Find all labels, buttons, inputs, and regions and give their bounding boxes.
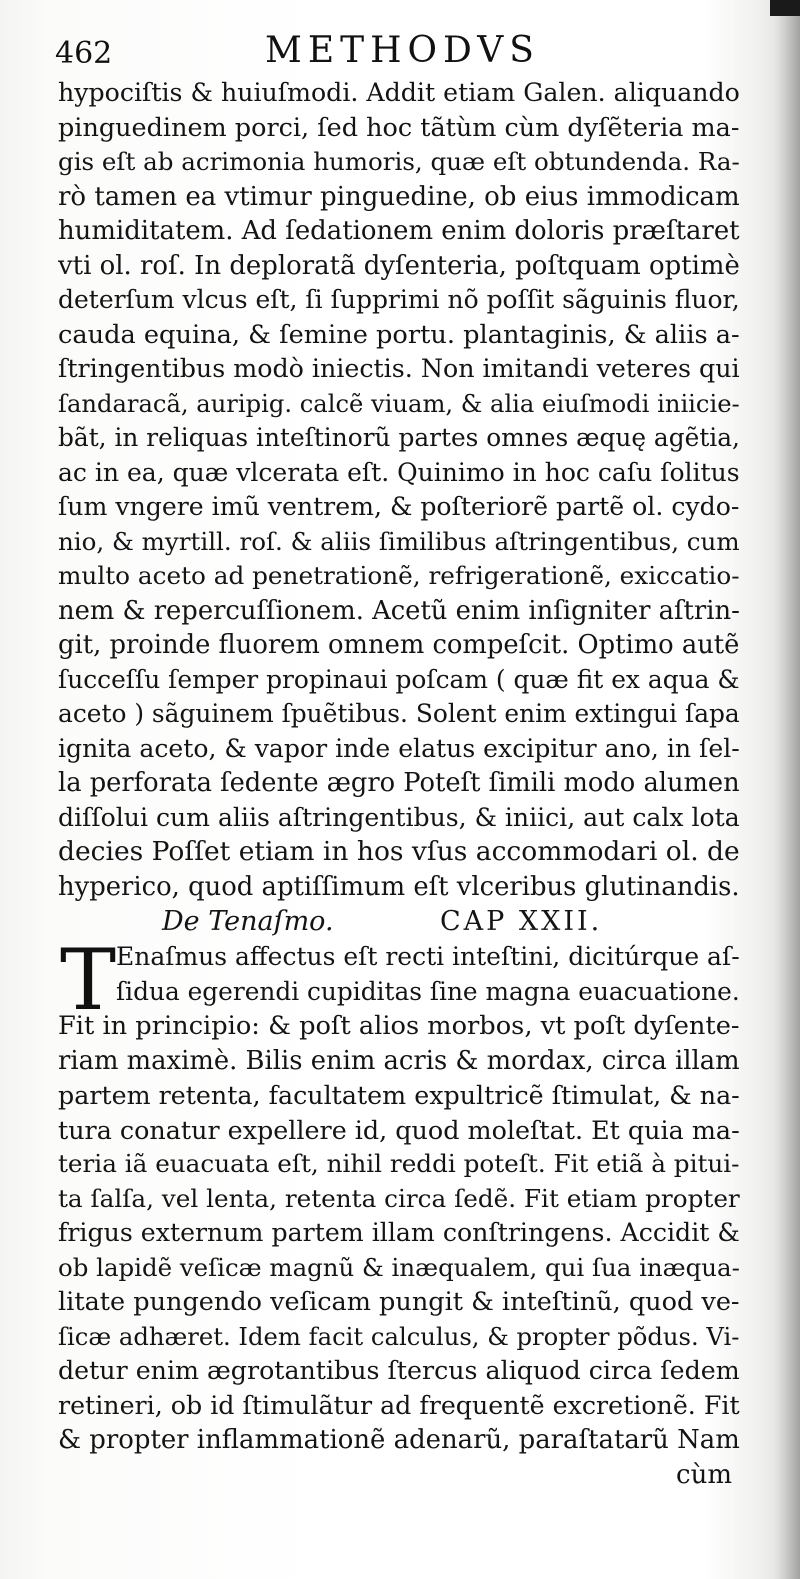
text-line: ob lapidẽ veſicæ magnũ & inæqualem, qui ſua inæqua-	[58, 1252, 740, 1282]
text-line: vti ol. roſ. In deploratã dyſenteria, poſtquam optimè	[58, 250, 740, 281]
catchword: cùm	[676, 1459, 732, 1490]
text-line: humiditatem. Ad ſedationem enim doloris præſtaret	[58, 216, 740, 246]
text-line: multo aceto ad penetrationẽ, refrigerationẽ, exiccatio-	[58, 561, 740, 590]
text-line: diſſolui cum aliis aſtringentibus, & iniici, aut calx lota	[58, 802, 740, 832]
text-line: nem & repercuſſionem. Acetũ enim inſigniter aſtrin-	[58, 595, 740, 626]
text-line: pinguedinem porci, ſed hoc tãtùm cùm dyſẽteria ma-	[58, 112, 740, 143]
text-line: partem retenta, facultatem expultricẽ ſtimulat, & na-	[58, 1080, 740, 1110]
text-line: Fit in principio: & poſt alios morbos, vt poſt dyſente-	[58, 1011, 740, 1041]
text-line: ta ſalſa, vel lenta, retenta circa ſedẽ. Fit etiam propter	[58, 1183, 740, 1213]
text-line: retineri, ob id ſtimulãtur ad frequentẽ excretionẽ. Fit	[58, 1390, 740, 1420]
text-line: ſicæ adhæret. Idem facit calculus, & propter põdus. Vi-	[58, 1321, 740, 1351]
text-line: hyperico, quod aptiſſimum eſt vlceribus glutinandis.	[58, 871, 740, 902]
text-line: aceto ) sãguinem ſpuẽtibus. Solent enim extingui ſapa	[58, 699, 740, 728]
text-line: rò tamen ea vtimur pinguedine, ob eius immodicam	[58, 181, 740, 212]
text-line: hypociſtis & huiuſmodi. Addit etiam Galen. aliquando	[58, 78, 740, 107]
chapter-heading	[58, 904, 740, 940]
text-line: Enaſmus affectus eſt recti inteſtini, dicitúrque aſ-	[116, 942, 740, 971]
scan-corner	[770, 0, 800, 16]
text-line: tura conatur expellere id, quod moleſtat. Et quia ma-	[58, 1114, 740, 1145]
text-line: decies Poſſet etiam in hos vſus accommodari ol. de	[58, 836, 740, 867]
chapter-title: De Tenaſmo.	[162, 906, 334, 937]
text-line: ignita aceto, & vapor inde elatus excipitur ano, in ſel-	[58, 733, 740, 763]
text-line: gis eſt ab acrimonia humoris, quæ eſt obtundenda. Ra-	[58, 147, 740, 176]
text-line: deterſum vlcus eſt, ſi ſupprimi nõ poſſit sãguinis fluor,	[58, 285, 740, 314]
text-line: frigus externum partem illam conſtringens. Accidit &	[58, 1218, 740, 1247]
text-line: ſum vngere imũ ventrem, & poſteriorẽ partẽ ol. cydo-	[58, 492, 740, 521]
text-line: & propter inflammationẽ adenarũ, paraſtatarũ Nam	[58, 1425, 740, 1455]
page-edge-shadow	[774, 0, 800, 1579]
text-line: ſtringentibus modò iniectis. Non imitandi veteres qui	[58, 354, 740, 383]
text-line: detur enim ægrotantibus ſtercus aliquod circa ſedem	[58, 1356, 740, 1385]
body-text	[58, 76, 740, 1492]
text-line: git, proinde fluorem omnem compeſcit. Optimo autẽ	[58, 630, 740, 660]
text-line: teria iã euacuata eſt, nihil reddi poteſt. Fit etiã à pitui-	[58, 1149, 740, 1178]
text-line: la perforata ſedente ægro Poteſt ſimili modo alumen	[58, 768, 740, 798]
text-line: ac in ea, quæ vlcerata eſt. Quinimo in hoc caſu ſolitus	[58, 457, 740, 487]
text-line: ſucceſſu ſemper propinaui poſcam ( quæ fit ex aqua &	[58, 664, 740, 694]
chapter-number: CAP XXII.	[440, 906, 603, 937]
page-number: 462	[55, 36, 113, 71]
text-line: ſandaracã, auripig. calcẽ viuam, & alia eiuſmodi iniicie-	[58, 389, 740, 418]
running-head: METHODVS	[265, 30, 540, 71]
text-line: nio, & myrtill. roſ. & aliis ſimilibus aſtringentibus, cum	[58, 526, 740, 556]
text-line: litate pungendo veſicam pungit & inteſtinũ, quod ve-	[58, 1287, 740, 1317]
text-line: ſidua egerendi cupiditas ſine magna euacuatione.	[116, 976, 740, 1006]
text-line: cauda equina, & ſemine portu. plantaginis, & aliis a-	[58, 319, 740, 350]
drop-cap-initial: T	[60, 931, 117, 1029]
text-line: bãt, in reliquas inteſtinorũ partes omnes æquę agẽtia,	[58, 423, 740, 452]
text-line: riam maximè. Bilis enim acris & mordax, circa illam	[58, 1045, 740, 1076]
page-header	[55, 30, 755, 76]
